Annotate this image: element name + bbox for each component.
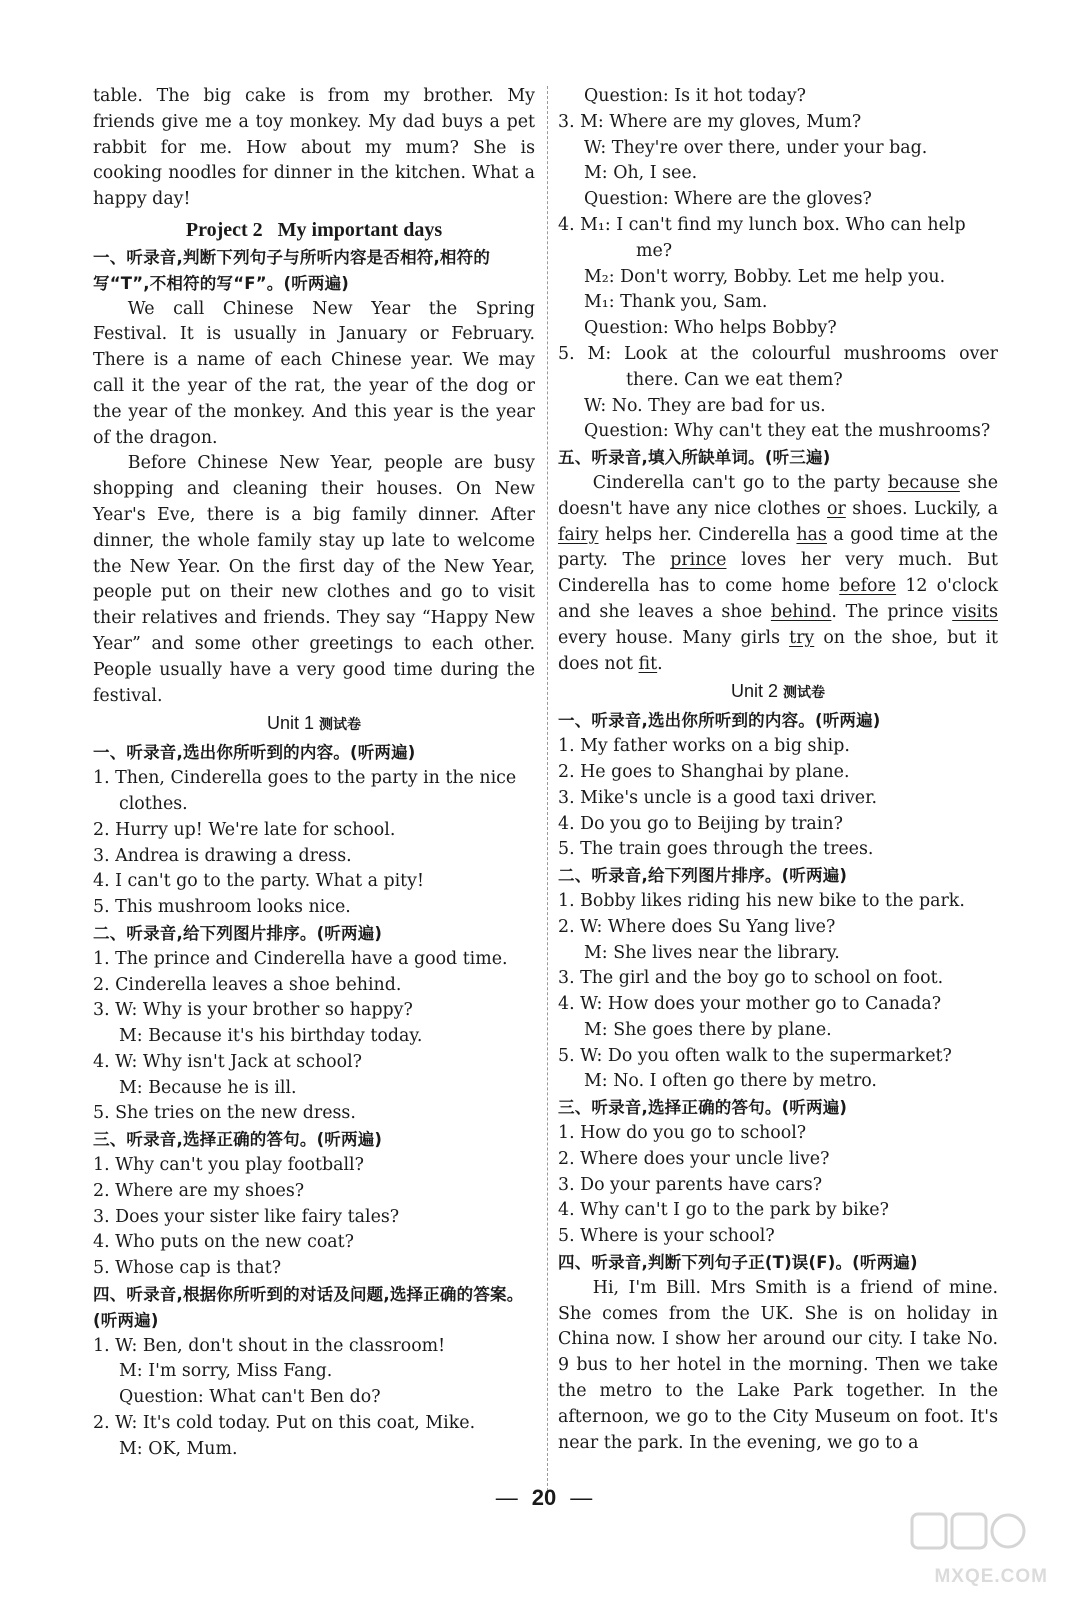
cloze-answer: prince bbox=[670, 550, 727, 571]
list-item: 1. How do you go to school? bbox=[558, 1123, 807, 1144]
section-heading: 五、听录音,填入所缺单词。(听三遍) bbox=[558, 448, 831, 468]
list-item: 4. W: Why isn't Jack at school? bbox=[93, 1051, 363, 1072]
cloze-text: . The prince bbox=[831, 601, 953, 622]
dialogue-line: M₂: Don't worry, Bobby. Let me help you. bbox=[584, 266, 946, 287]
list-item: 4. Why can't I go to the park by bike? bbox=[558, 1200, 889, 1221]
list-item: 3. W: Why is your brother so happy? bbox=[93, 1000, 413, 1021]
list-item: 3. Do your parents have cars? bbox=[558, 1174, 823, 1195]
unit-title-cn: 测试卷 bbox=[319, 717, 362, 734]
list-item: 4. I can't go to the party. What a pity! bbox=[93, 871, 424, 892]
dialogue-line: M: She goes there by plane. bbox=[584, 1019, 832, 1040]
watermark-logo bbox=[908, 1508, 1048, 1588]
list-item: 5. Whose cap is that? bbox=[93, 1258, 282, 1279]
cloze-text: loves her very much. But Cinderella has to come home bbox=[558, 550, 998, 597]
list-item: 2. W: It's cold today. Put on this coat, Mike. bbox=[93, 1413, 476, 1434]
cloze-answer: or bbox=[827, 498, 846, 519]
section-heading: 三、听录音,选择正确的答句。(听两遍) bbox=[558, 1098, 848, 1118]
dialogue-line: M: Oh, I see. bbox=[584, 163, 698, 184]
question-line: Question: What can't Ben do? bbox=[119, 1387, 381, 1408]
list-item: 3. M: Where are my gloves, Mum? bbox=[558, 111, 862, 132]
passage-paragraph: We call Chinese New Year the Spring Festival. It is usually in January or February. There is a name of each Chinese year. We may call it the year of the rat, the year of the dog or the year of the monkey. And this year is the year of the dragon. bbox=[93, 298, 535, 448]
column-divider bbox=[547, 86, 548, 1496]
cloze-answer: fairy bbox=[558, 524, 599, 545]
unit-title-en: Unit 2 bbox=[730, 681, 778, 702]
list-item: 4. M₁: I can't find my lunch box. Who can help me? bbox=[558, 214, 966, 261]
watermark-icon bbox=[908, 1508, 1028, 1564]
list-item: 1. The prince and Cinderella have a good time. bbox=[93, 948, 508, 969]
list-item: 5. M: Look at the colourful mushrooms over there. Can we eat them? bbox=[558, 343, 998, 390]
dialogue-line: W: They're over there, under your bag. bbox=[584, 137, 928, 158]
list-item: 5. She tries on the new dress. bbox=[93, 1103, 356, 1124]
list-item: 4. Who puts on the new coat? bbox=[93, 1232, 354, 1253]
list-item: 2. Where does your uncle live? bbox=[558, 1148, 830, 1169]
project-title: Project 2 My important days bbox=[185, 218, 443, 241]
list-item: 1. Then, Cinderella goes to the party in the nice clothes. bbox=[93, 768, 517, 814]
section-heading: 四、听录音,判断下列句子正(T)误(F)。(听两遍) bbox=[558, 1253, 918, 1273]
cloze-paragraph bbox=[558, 471, 998, 677]
list-item: 1. My father works on a big ship. bbox=[558, 736, 850, 757]
cloze-text: shoes. Luckily, a bbox=[845, 498, 998, 519]
section-heading: 一、听录音,判断下列句子与所听内容是否相符,相符的写“T”,不相符的写“F”。(听两遍) bbox=[93, 247, 491, 293]
list-item: 3. The girl and the boy go to school on foot. bbox=[558, 968, 944, 989]
page-number-value: 20 bbox=[531, 1485, 557, 1510]
list-item: 5. Where is your school? bbox=[558, 1226, 775, 1247]
dialogue-line: M: Because he is ill. bbox=[119, 1077, 297, 1098]
passage-paragraph: Hi, I'm Bill. Mrs Smith is a friend of mine. She comes from the UK. She is on holiday in China now. I show her around our city. I take No. 9 bus to her hotel in the morning. Then we take the metro to the Lake Park together. In the afternoon, we go to the City Museum on foot. It's near the park. In the evening, we go to a bbox=[558, 1277, 998, 1453]
list-item: 2. He goes to Shanghai by plane. bbox=[558, 761, 850, 782]
list-item: 5. The train goes through the trees. bbox=[558, 839, 874, 860]
list-item: 1. Why can't you play football? bbox=[93, 1155, 364, 1176]
cloze-answer: because bbox=[887, 472, 960, 493]
dialogue-line: M: Because it's his birthday today. bbox=[119, 1026, 423, 1047]
section-heading: 三、听录音,选择正确的答句。(听两遍) bbox=[93, 1130, 383, 1150]
section-heading: 二、听录音,给下列图片排序。(听两遍) bbox=[93, 923, 383, 943]
cloze-answer: behind bbox=[770, 601, 832, 622]
cloze-text: Cinderella can't go to the party bbox=[592, 472, 888, 493]
cloze-text: a good time at the party. The bbox=[558, 524, 998, 571]
cloze-text: . bbox=[657, 653, 663, 674]
cloze-text: every house. Many girls bbox=[558, 627, 790, 648]
dialogue-line: M: No. I often go there by metro. bbox=[584, 1071, 877, 1092]
list-item: 3. Does your sister like fairy tales? bbox=[93, 1206, 400, 1227]
list-item: 2. Hurry up! We're late for school. bbox=[93, 819, 396, 840]
list-item: 1. W: Ben, don't shout in the classroom! bbox=[93, 1335, 446, 1356]
list-item: 2. Cinderella leaves a shoe behind. bbox=[93, 974, 402, 995]
section-heading: 一、听录音,选出你所听到的内容。(听两遍) bbox=[558, 711, 881, 731]
unit-title bbox=[558, 677, 998, 708]
page-dash: — bbox=[570, 1485, 593, 1510]
section-heading: 一、听录音,选出你所听到的内容。(听两遍) bbox=[93, 743, 416, 763]
dialogue-line: M: I'm sorry, Miss Fang. bbox=[119, 1361, 333, 1382]
question-line: Question: Where are the gloves? bbox=[584, 189, 872, 210]
page-dash: — bbox=[495, 1485, 518, 1510]
unit-title-cn: 测试卷 bbox=[783, 685, 826, 702]
left-column bbox=[93, 84, 535, 1463]
question-line: Question: Is it hot today? bbox=[584, 86, 806, 106]
cloze-answer: has bbox=[796, 524, 827, 545]
question-line: Question: Why can't they eat the mushrooms? bbox=[584, 421, 991, 442]
section-heading: 四、听录音,根据你所听到的对话及问题,选择正确的答案。(听两遍) bbox=[93, 1285, 524, 1330]
dialogue-line: M: She lives near the library. bbox=[584, 942, 840, 963]
list-item: 2. W: Where does Su Yang live? bbox=[558, 916, 836, 937]
watermark-text: MXQE.COM bbox=[934, 1566, 1048, 1587]
cloze-text: helps her. Cinderella bbox=[598, 524, 797, 545]
right-column bbox=[558, 84, 998, 1456]
dialogue-line: W: No. They are bad for us. bbox=[584, 395, 826, 416]
question-line: Question: Who helps Bobby? bbox=[584, 318, 837, 339]
list-item: 5. This mushroom looks nice. bbox=[93, 897, 351, 918]
cloze-text: she doesn't have any nice clothes bbox=[558, 472, 998, 519]
dialogue-line: M₁: Thank you, Sam. bbox=[584, 292, 768, 313]
section-heading: 二、听录音,给下列图片排序。(听两遍) bbox=[558, 866, 848, 886]
list-item: 3. Andrea is drawing a dress. bbox=[93, 845, 352, 866]
unit-title-en: Unit 1 bbox=[266, 713, 314, 734]
list-item: 4. Do you go to Beijing by train? bbox=[558, 813, 843, 834]
dialogue-line: M: OK, Mum. bbox=[119, 1438, 238, 1459]
cloze-answer: try bbox=[789, 627, 815, 648]
cloze-answer: fit bbox=[638, 653, 658, 674]
list-item: 1. Bobby likes riding his new bike to the park. bbox=[558, 890, 965, 911]
intro-paragraph: table. The big cake is from my brother. My friends give me a toy monkey. My dad buys a pet rabbit for me. How about my mum? She is cooking noodles for dinner in the kitchen. What a happy day! bbox=[93, 86, 535, 210]
list-item: 3. Mike's uncle is a good taxi driver. bbox=[558, 787, 878, 808]
unit-title bbox=[93, 709, 535, 740]
list-item: 2. Where are my shoes? bbox=[93, 1180, 305, 1201]
cloze-text: on the shoe, but it does not bbox=[558, 627, 999, 674]
passage-paragraph: Before Chinese New Year, people are busy shopping and cleaning their houses. On New Year's Eve, there is a big family dinner. After dinner, the whole family stay up late to welcome the New Year. On the first day of the New Year, people put on their new clothes and go to visit their relatives and friends. They say “Happy New Year” and some other greetings to each other. People usually have a very good time during the festival. bbox=[93, 453, 535, 706]
cloze-text: 12 o'clock and she leaves a shoe bbox=[558, 576, 998, 622]
list-item: 4. W: How does your mother go to Canada? bbox=[558, 994, 942, 1015]
cloze-answer: visits bbox=[952, 601, 998, 622]
list-item: 5. W: Do you often walk to the supermarket? bbox=[558, 1045, 952, 1066]
cloze-answer: before bbox=[839, 576, 897, 597]
